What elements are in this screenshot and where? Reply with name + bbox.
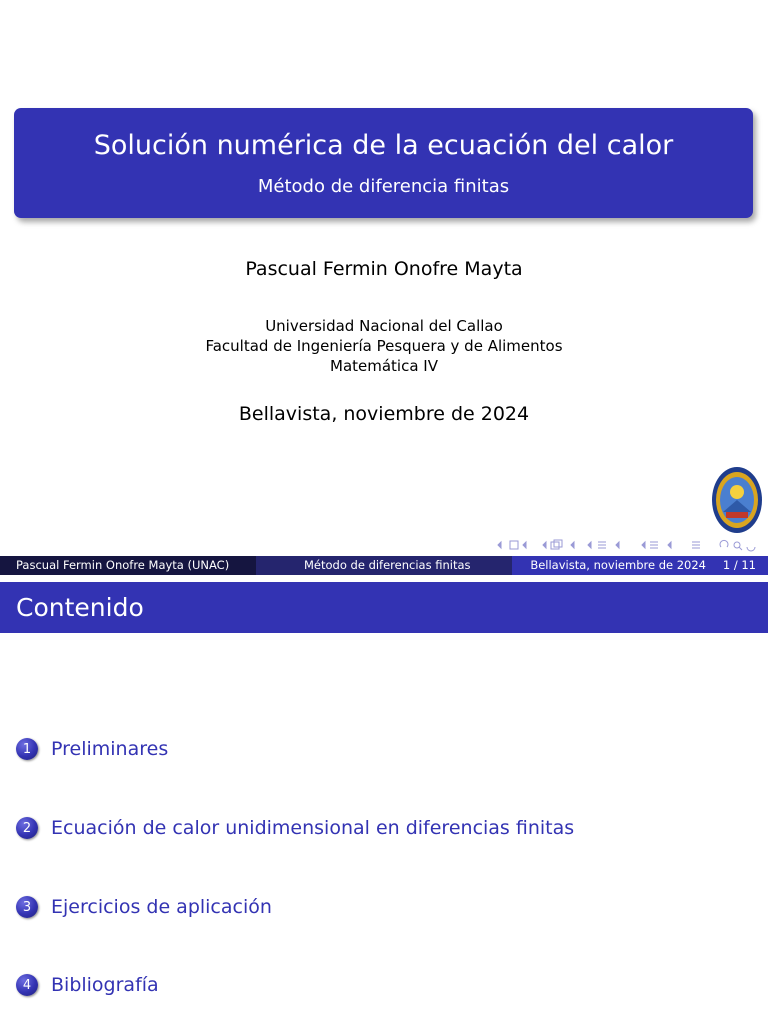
- toc-item[interactable]: [16, 893, 272, 921]
- presentation-date: Bellavista, noviembre de 2024: [238, 403, 530, 425]
- toc-item[interactable]: [16, 814, 574, 842]
- faculty-name: Facultad de Ingeniería Pesquera y de Alimentos: [205, 337, 563, 355]
- toc-item[interactable]: [16, 971, 159, 999]
- toc-number-badge: 2: [16, 817, 38, 839]
- toc-number-badge: 1: [16, 738, 38, 760]
- presentation-title: Solución numérica de la ecuación del calor: [93, 130, 674, 161]
- course-name: Matemática IV: [330, 357, 438, 375]
- page-number: 1 / 11: [722, 558, 756, 572]
- footer-author: Pascual Fermin Onofre Mayta (UNAC): [0, 556, 256, 575]
- toc-item-label[interactable]: Preliminares: [51, 738, 169, 760]
- university-seal-logo: [711, 466, 763, 534]
- beamer-navigation-symbols[interactable]: [495, 538, 765, 552]
- toc-number-badge: 4: [16, 974, 38, 996]
- toc-item-label[interactable]: Bibliografía: [51, 974, 159, 996]
- title-block: [14, 108, 753, 218]
- slide-footer: [0, 556, 768, 575]
- footer-short-title: Método de diferencias finitas: [256, 556, 512, 575]
- university-name: Universidad Nacional del Callao: [265, 317, 503, 335]
- institution-block: [0, 316, 768, 376]
- frame-title: Contenido: [0, 582, 768, 633]
- toc-item-label[interactable]: Ecuación de calor unidimensional en diferencias finitas: [51, 817, 575, 839]
- presentation-subtitle: Método de diferencia finitas: [257, 176, 510, 197]
- footer-right: [512, 556, 768, 575]
- toc-number-badge: 3: [16, 896, 38, 918]
- toc-item-label[interactable]: Ejercicios de aplicación: [51, 896, 272, 918]
- toc-item[interactable]: [16, 735, 168, 763]
- footer-date: Bellavista, noviembre de 2024: [530, 558, 706, 572]
- author-name: Pascual Fermin Onofre Mayta: [245, 258, 523, 280]
